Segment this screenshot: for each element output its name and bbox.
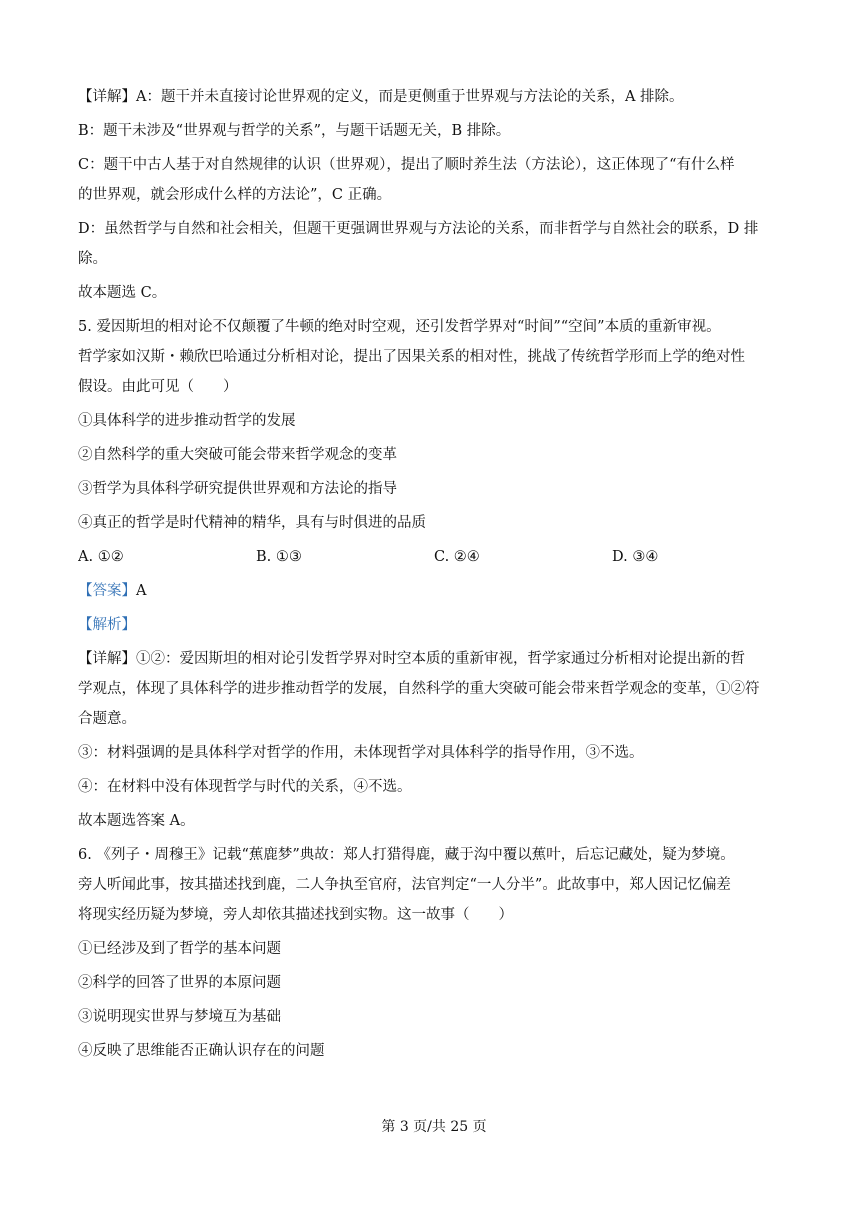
q5-item-3: ③哲学为具体科学研究提供世界观和方法论的指导: [78, 481, 397, 497]
q5-detail-line-4: ③：材料强调的是具体科学对哲学的作用，未体现哲学对具体科学的指导作用，③不选。: [78, 745, 644, 761]
q5-detail-line-3: 合题意。: [78, 711, 136, 727]
q5-detail-line-1: [78, 646, 793, 672]
answer-value: A: [136, 583, 147, 599]
q5-stem-line-2: 哲学家如汉斯・赖欣巴哈通过分析相对论，提出了因果关系的相对性，挑战了传统哲学形而上学的绝对性: [78, 349, 745, 365]
q6-item-1: ①已经涉及到了哲学的基本问题: [78, 941, 281, 957]
q5-item-4: ④真正的哲学是时代精神的精华，具有与时俱进的品质: [78, 515, 426, 531]
q4-detail-line-c2: 的世界观，就会形成什么样的方法论”，C 正确。: [78, 187, 392, 203]
q6-stem-line-2: 旁人听闻此事，按其描述找到鹿，二人争执至官府，法官判定“一人分半”。此故事中，郑人因记忆偏差: [78, 877, 731, 893]
q4-detail-line-b: B：题干未涉及“世界观与哲学的关系”，与题干话题无关，B 排除。: [78, 123, 511, 139]
q5-option-d: D. ③④: [612, 549, 659, 565]
document-body: [78, 84, 793, 1072]
q5-detail-line-5: ④：在材料中没有体现哲学与时代的关系，④不选。: [78, 779, 412, 795]
q4-detail-line-d2: 除。: [78, 251, 107, 267]
q5-analysis-tag: 【解析】: [78, 617, 136, 633]
q5-conclusion: 故本题选答案 A。: [78, 813, 195, 829]
detail-tag: 【详解】: [78, 651, 136, 667]
q5-options: [78, 544, 793, 570]
q6-stem-line-3: 将现实经历疑为梦境，旁人却依其描述找到实物。这一故事（ ）: [78, 907, 513, 923]
q5-option-a: A. ①②: [78, 549, 124, 565]
q4-detail-line-d1: D：虽然哲学与自然和社会相关，但题干更强调世界观与方法论的关系，而非哲学与自然社会的联系，D 排: [78, 221, 759, 237]
q4-detail-line-c1: C：题干中古人基于对自然规律的认识（世界观），提出了顺时养生法（方法论），这正体现了“有什么样: [78, 157, 735, 173]
q6-stem-line-1: 6. 《列子・周穆王》记载“蕉鹿梦”典故：郑人打猎得鹿，藏于沟中覆以蕉叶，后忘记藏处，疑为梦境。: [78, 847, 735, 863]
q5-stem-line-1: 5. 爱因斯坦的相对论不仅颠覆了牛顿的绝对时空观，还引发哲学界对“时间”“空间”本质的重新审视。: [78, 319, 721, 335]
page-footer: 第 3 页/共 25 页: [381, 1119, 487, 1135]
q6-item-2: ②科学的回答了世界的本原问题: [78, 975, 281, 991]
q5-option-b: B. ①③: [256, 549, 302, 565]
q6-item-3: ③说明现实世界与梦境互为基础: [78, 1009, 281, 1025]
detail-text: ①②：爱因斯坦的相对论引发哲学界对时空本质的重新审视，哲学家通过分析相对论提出新的哲: [136, 651, 745, 667]
q5-item-1: ①具体科学的进步推动哲学的发展: [78, 413, 296, 429]
q5-item-2: ②自然科学的重大突破可能会带来哲学观念的变革: [78, 447, 397, 463]
q5-option-c: C. ②④: [434, 549, 480, 565]
q6-item-4: ④反映了思维能否正确认识存在的问题: [78, 1043, 325, 1059]
q5-answer: [78, 578, 793, 604]
q4-detail-line-a: [78, 84, 793, 110]
detail-text: A：题干并未直接讨论世界观的定义，而是更侧重于世界观与方法论的关系，A 排除。: [136, 89, 684, 105]
answer-tag: 【答案】: [78, 583, 136, 599]
q5-stem-line-3: 假设。由此可见（ ）: [78, 379, 238, 395]
q5-detail-line-2: 学观点，体现了具体科学的进步推动哲学的发展，自然科学的重大突破可能会带来哲学观念的变革，①②符: [78, 681, 760, 697]
q4-conclusion: 故本题选 C。: [78, 285, 167, 301]
detail-tag: 【详解】: [78, 89, 136, 105]
